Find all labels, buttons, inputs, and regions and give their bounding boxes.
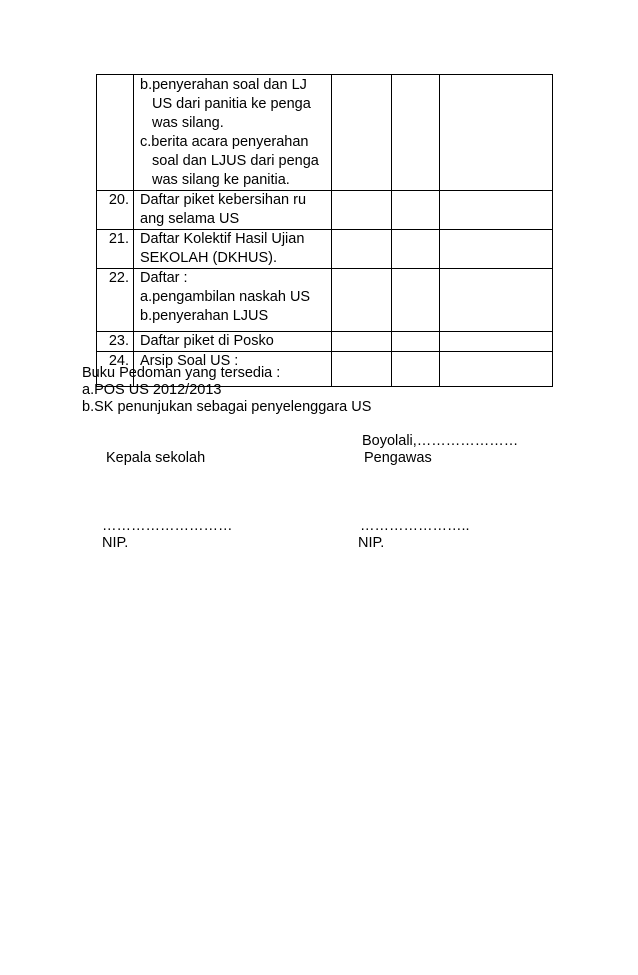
item-line: Daftar piket di Posko — [140, 333, 274, 349]
guide-heading: Buku Pedoman yang tersedia : — [82, 365, 281, 381]
empty-cell — [392, 191, 440, 230]
item-line: was silang ke panitia. — [152, 172, 290, 188]
empty-cell — [332, 332, 392, 352]
empty-cell — [332, 191, 392, 230]
row-item — [134, 269, 332, 332]
item-line: US dari panitia ke penga — [152, 96, 311, 112]
item-line: Daftar Kolektif Hasil Ujian — [140, 231, 305, 247]
item-line: a.pengambilan naskah US — [140, 289, 311, 305]
table-row — [97, 332, 553, 352]
table-row — [97, 269, 553, 332]
item-line: Daftar : — [140, 270, 188, 286]
row-item — [134, 75, 332, 191]
empty-cell — [332, 75, 392, 191]
row-number: 21. — [97, 230, 134, 269]
row-item — [134, 332, 332, 352]
table-row — [97, 230, 553, 269]
checklist-table — [96, 74, 553, 387]
item-line: Daftar piket kebersihan ru — [140, 192, 307, 208]
right-signer-role: Pengawas — [364, 450, 432, 466]
empty-cell — [332, 269, 392, 332]
right-signature-line: ………………….. — [360, 518, 470, 534]
empty-cell — [392, 75, 440, 191]
left-signer-role: Kepala sekolah — [106, 450, 206, 466]
empty-cell — [392, 332, 440, 352]
item-line: Arsip Soal US : — [140, 353, 239, 369]
item-line: b.penyerahan soal dan LJ — [140, 77, 307, 93]
empty-cell — [440, 230, 553, 269]
empty-cell — [332, 352, 392, 387]
row-number: 20. — [97, 191, 134, 230]
row-number: 22. — [97, 269, 134, 332]
item-line: SEKOLAH (DKHUS). — [140, 250, 277, 266]
left-signature-line: ……………………… — [102, 518, 233, 534]
empty-cell — [440, 332, 553, 352]
row-item — [134, 191, 332, 230]
row-number: 23. — [97, 332, 134, 352]
table-row — [97, 191, 553, 230]
empty-cell — [332, 230, 392, 269]
table-row — [97, 75, 553, 191]
empty-cell — [440, 269, 553, 332]
left-nip: NIP. — [102, 535, 129, 551]
item-line: was silang. — [152, 115, 224, 131]
item-line: ang selama US — [140, 211, 240, 227]
empty-cell — [392, 269, 440, 332]
item-line: c.berita acara penyerahan — [140, 134, 309, 150]
empty-cell — [440, 191, 553, 230]
item-line: soal dan LJUS dari penga — [152, 153, 319, 169]
right-nip: NIP. — [358, 535, 385, 551]
item-line: b.penyerahan LJUS — [140, 308, 269, 324]
guide-item-a: a.POS US 2012/2013 — [82, 382, 222, 398]
row-number: 24. — [97, 352, 134, 387]
row-number — [97, 75, 134, 191]
empty-cell — [392, 352, 440, 387]
empty-cell — [440, 352, 553, 387]
empty-cell — [392, 230, 440, 269]
place-date: Boyolali,………………… — [362, 433, 519, 449]
row-item — [134, 230, 332, 269]
guide-item-b: b.SK penunjukan sebagai penyelenggara US — [82, 399, 372, 415]
empty-cell — [440, 75, 553, 191]
